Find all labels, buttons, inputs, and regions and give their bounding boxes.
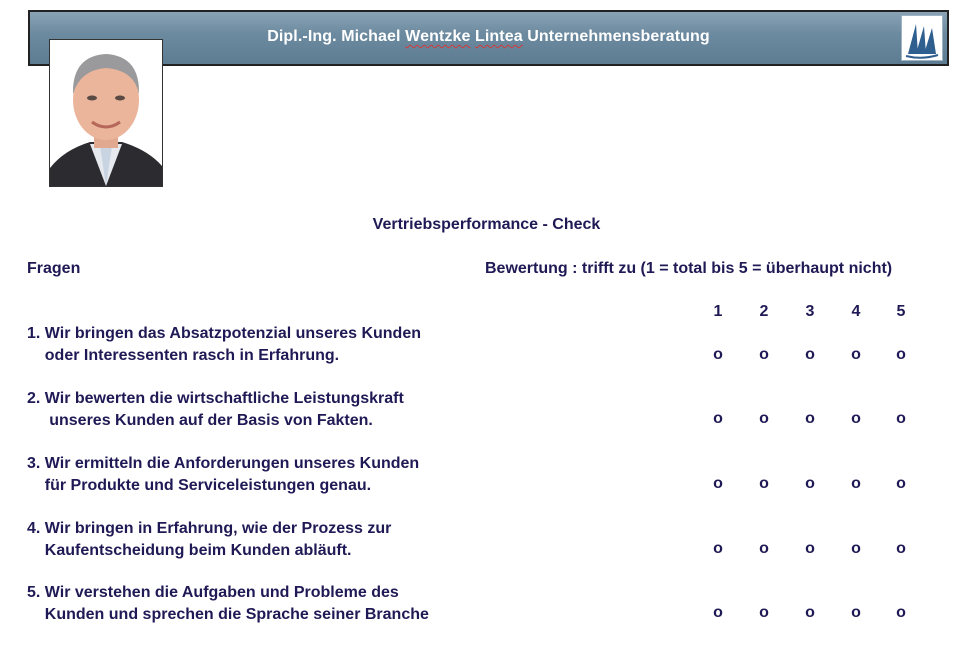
q4-option-3[interactable]: o <box>805 540 815 557</box>
q2-option-2[interactable]: o <box>759 410 769 427</box>
q3-option-5[interactable]: o <box>896 475 906 492</box>
sail-logo-icon <box>902 16 942 60</box>
q1-option-1[interactable]: o <box>713 346 723 363</box>
q1-option-4[interactable]: o <box>851 346 861 363</box>
company-logo <box>901 15 943 61</box>
portrait-photo <box>49 39 163 187</box>
question-1-line-2: oder Interessenten rasch in Erfahrung. <box>27 347 340 364</box>
question-5 <box>27 582 429 626</box>
header-name-surname: Wentzke <box>405 28 471 45</box>
question-4-line-2: Kaufentscheidung beim Kunden abläuft. <box>27 542 352 559</box>
q1-option-2[interactable]: o <box>759 346 769 363</box>
question-1-line-1: 1. Wir bringen das Absatzpotenzial unseres Kunden <box>27 325 421 342</box>
q5-option-3[interactable]: o <box>805 604 815 621</box>
header-company-name: Lintea <box>475 28 523 45</box>
q1-option-5[interactable]: o <box>896 346 906 363</box>
q5-option-5[interactable]: o <box>896 604 906 621</box>
question-1 <box>27 323 421 367</box>
q3-option-3[interactable]: o <box>805 475 815 492</box>
q4-option-4[interactable]: o <box>851 540 861 557</box>
scale-label-3: 3 <box>805 303 815 320</box>
q4-option-2[interactable]: o <box>759 540 769 557</box>
scale-label-5: 5 <box>896 303 906 320</box>
question-3-line-1: 3. Wir ermitteln die Anforderungen unseres Kunden <box>27 455 420 472</box>
question-3-line-2: für Produkte und Serviceleistungen genau. <box>27 477 372 494</box>
document-title: Vertriebsperformance - Check <box>372 216 601 233</box>
header-banner <box>28 10 949 66</box>
question-2-line-2: unseres Kunden auf der Basis von Fakten. <box>27 412 373 429</box>
questions-column-heading: Fragen <box>27 260 81 277</box>
q2-option-1[interactable]: o <box>713 410 723 427</box>
question-3 <box>27 453 419 497</box>
q1-option-3[interactable]: o <box>805 346 815 363</box>
person-photo-icon <box>50 40 162 186</box>
q5-option-4[interactable]: o <box>851 604 861 621</box>
question-2-line-1: 2. Wir bewerten die wirtschaftliche Leistungskraft <box>27 390 404 407</box>
scale-label-4: 4 <box>851 303 861 320</box>
scale-label-2: 2 <box>759 303 769 320</box>
question-2 <box>27 388 404 432</box>
header-company-rest: Unternehmensberatung <box>522 28 710 45</box>
question-4-line-1: 4. Wir bringen in Erfahrung, wie der Prozess zur <box>27 520 392 537</box>
q5-option-2[interactable]: o <box>759 604 769 621</box>
q2-option-5[interactable]: o <box>896 410 906 427</box>
q3-option-2[interactable]: o <box>759 475 769 492</box>
header-title <box>30 28 947 46</box>
q5-option-1[interactable]: o <box>713 604 723 621</box>
scale-label-1: 1 <box>713 303 723 320</box>
header-name-first: Dipl.-Ing. Michael <box>267 28 406 45</box>
q4-option-1[interactable]: o <box>713 540 723 557</box>
question-5-line-1: 5. Wir verstehen die Aufgaben und Probleme des <box>27 584 399 601</box>
question-5-line-2: Kunden und sprechen die Sprache seiner Branche <box>27 606 429 623</box>
q3-option-1[interactable]: o <box>713 475 723 492</box>
question-4 <box>27 518 391 562</box>
q2-option-3[interactable]: o <box>805 410 815 427</box>
q3-option-4[interactable]: o <box>851 475 861 492</box>
q2-option-4[interactable]: o <box>851 410 861 427</box>
rating-column-heading: Bewertung : trifft zu (1 = total bis 5 = überhaupt nicht) <box>485 260 893 277</box>
q4-option-5[interactable]: o <box>896 540 906 557</box>
